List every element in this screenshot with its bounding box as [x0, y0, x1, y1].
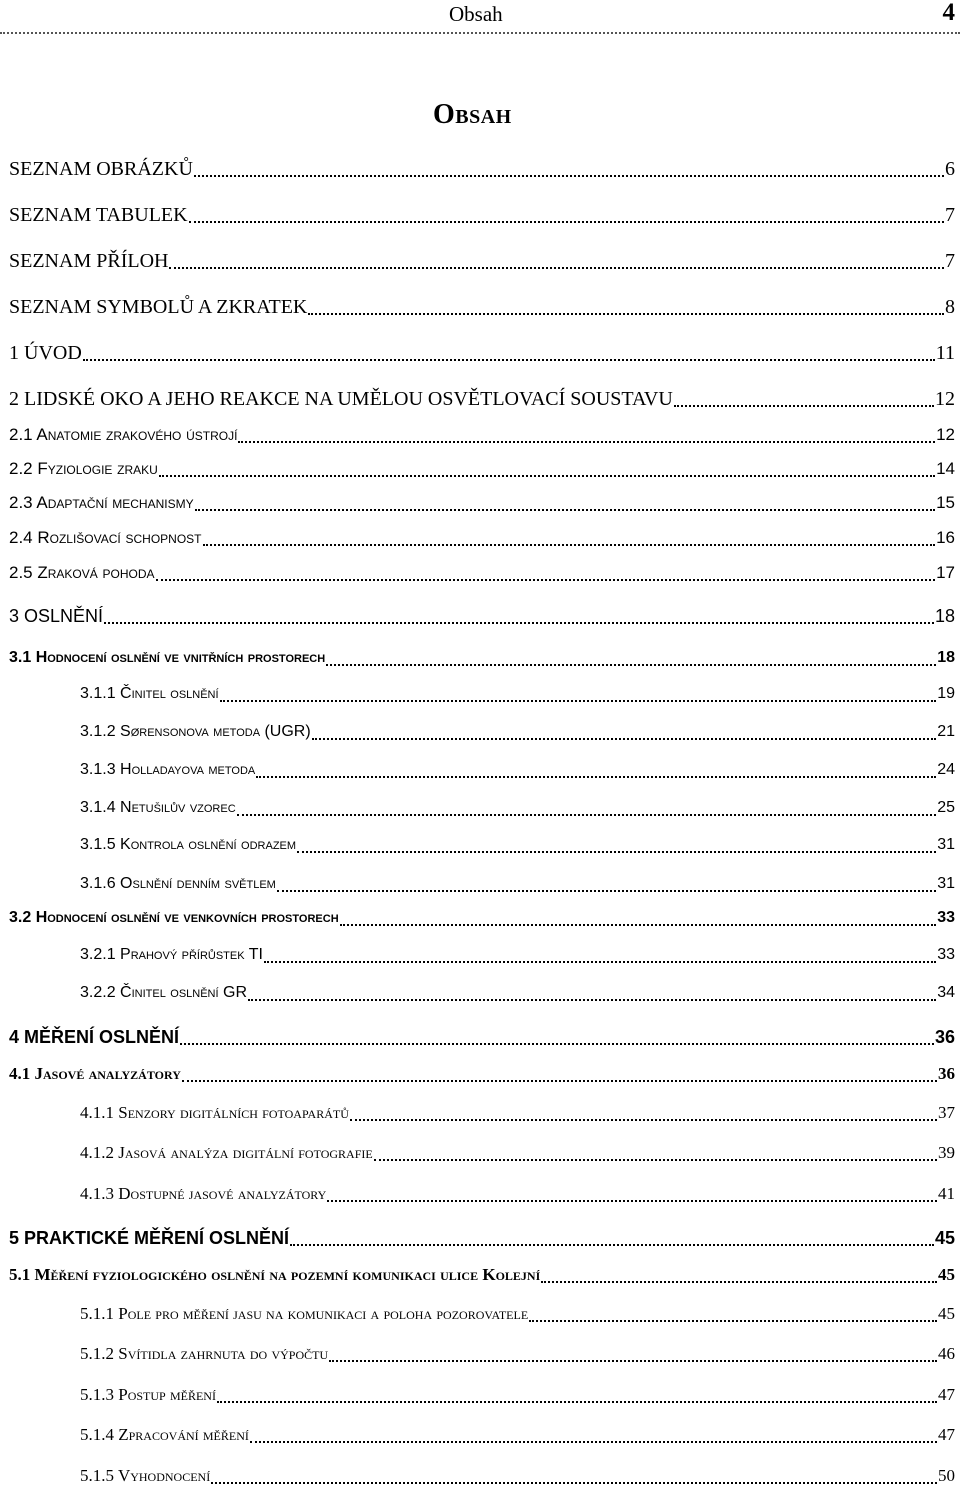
toc-entry-page: 33 [937, 909, 955, 926]
toc-entry[interactable] [9, 525, 955, 549]
toc-entry-label: 3.1.3 Holladayova metoda [80, 761, 256, 778]
toc-entry-label: 2.1 Anatomie zrakového ústrojí [9, 425, 238, 444]
toc-entry-label: 2.2 Fyziologie zraku [9, 459, 158, 478]
header-title: Obsah [449, 2, 503, 26]
toc-entry[interactable] [9, 156, 955, 180]
toc-entry-label: 4 MĚŘENÍ OSLNĚNÍ [9, 1027, 180, 1047]
toc-entry-page: 12 [935, 388, 955, 410]
toc-entry-label: 2.3 Adaptační mechanismy [9, 493, 194, 512]
toc-entry-page: 33 [937, 946, 955, 963]
toc-leader-dots [308, 295, 944, 315]
toc-entry[interactable] [9, 340, 955, 364]
toc-leader-dots [529, 1302, 937, 1322]
toc-entry-page: 39 [938, 1143, 955, 1162]
toc-entry[interactable] [9, 905, 955, 929]
toc-entry-page: 7 [945, 250, 955, 272]
toc-entry[interactable] [80, 1463, 955, 1487]
toc-entry-label: SEZNAM SYMBOLŮ A ZKRATEK [9, 296, 308, 318]
toc-entry-page: 50 [938, 1466, 955, 1485]
toc-entry-page: 18 [934, 606, 955, 626]
toc-entry[interactable] [9, 202, 955, 226]
toc-entry-page: 34 [937, 984, 955, 1001]
toc-entry-page: 45 [938, 1304, 955, 1323]
toc-entry[interactable] [9, 1024, 955, 1048]
toc-entry-page: 45 [934, 1228, 955, 1248]
toc-entry[interactable] [80, 1422, 955, 1446]
toc-entry-label: 5.1.2 Svítidla zahrnuta do výpočtu [80, 1344, 329, 1363]
toc-leader-dots [256, 758, 936, 778]
toc-entry[interactable] [80, 1100, 955, 1124]
toc-leader-dots [674, 387, 934, 407]
toc-leader-dots [374, 1141, 937, 1161]
toc-entry[interactable] [80, 1301, 955, 1325]
toc-leader-dots [326, 646, 936, 666]
toc-leader-dots [238, 423, 935, 443]
toc-entry-label: 2 LIDSKÉ OKO A JEHO REAKCE NA UMĚLOU OSVĚTLOVACÍ SOUSTAVU [9, 388, 673, 410]
header-page-number: 4 [942, 0, 955, 26]
toc-entry-page: 45 [938, 1265, 955, 1284]
toc-entry[interactable] [9, 560, 955, 584]
toc-leader-dots [327, 1182, 937, 1202]
toc-entry-page: 6 [945, 158, 955, 180]
toc-entry-page: 41 [938, 1184, 955, 1203]
toc-leader-dots [237, 796, 937, 816]
toc-entry[interactable] [9, 248, 955, 272]
page-header [0, 0, 960, 32]
toc-entry-label: 3 OSLNĚNÍ [9, 606, 104, 626]
toc-entry[interactable] [9, 386, 955, 410]
toc-entry-page: 19 [937, 685, 955, 702]
toc-entry-label: 3.1.6 Oslnění denním světlem [80, 875, 276, 892]
toc-leader-dots [277, 872, 936, 892]
toc-entry-page: 14 [936, 459, 955, 478]
toc-leader-dots [189, 203, 944, 223]
toc-leader-dots [83, 341, 935, 361]
toc-entry[interactable] [80, 1140, 955, 1164]
toc-entry-page: 25 [937, 799, 955, 816]
toc-entry-page: 47 [938, 1385, 955, 1404]
toc-entry[interactable] [80, 980, 955, 1004]
toc-entry-label: 4.1.3 Dostupné jasové analyzátory [80, 1184, 327, 1203]
toc-entry-page: 24 [937, 761, 955, 778]
toc-entry[interactable] [9, 1225, 955, 1249]
toc-entry-page: 7 [945, 204, 955, 226]
toc-leader-dots [541, 1263, 937, 1283]
toc-entry[interactable] [80, 681, 955, 705]
toc-leader-dots [297, 833, 936, 853]
header-divider [0, 32, 960, 34]
toc-entry-label: 2.4 Rozlišovací schopnost [9, 528, 202, 547]
toc-entry[interactable] [80, 871, 955, 895]
toc-leader-dots [156, 561, 936, 581]
toc-entry-page: 11 [935, 342, 955, 364]
toc-leader-dots [169, 249, 944, 269]
toc-entry-page: 21 [937, 723, 955, 740]
toc-entry-page: 37 [938, 1103, 955, 1122]
toc-entry-label: 5.1.5 Vyhodnocení [80, 1466, 211, 1485]
toc-entry-label: 5.1 Měření fyziologického oslnění na pozemní komunikaci ulice Kolejní [9, 1265, 541, 1284]
toc-leader-dots [250, 1423, 937, 1443]
toc-entry-page: 31 [937, 836, 955, 853]
toc-entry[interactable] [9, 603, 955, 627]
toc-entry-page: 17 [936, 563, 955, 582]
toc-leader-dots [264, 943, 936, 963]
toc-leader-dots [312, 720, 937, 740]
toc-entry-label: 3.1.1 Činitel oslnění [80, 685, 219, 702]
toc-entry-page: 36 [938, 1064, 955, 1083]
toc-leader-dots [329, 1342, 937, 1362]
toc-entry-page: 18 [937, 649, 955, 666]
toc-entry-page: 12 [936, 425, 955, 444]
toc-entry[interactable] [9, 456, 955, 480]
toc-entry-label: 5.1.4 Zpracování měření [80, 1425, 249, 1444]
toc-entry-label: 4.1.2 Jasová analýza digitální fotografie [80, 1143, 373, 1162]
toc-entry-label: 3.1 Hodnocení oslnění ve vnitřních prostorech [9, 649, 326, 666]
toc-leader-dots [217, 1383, 937, 1403]
toc-entry-label: 3.2.1 Prahový přírůstek TI [80, 946, 263, 963]
toc-entry[interactable] [9, 1061, 955, 1085]
toc-entry[interactable] [9, 422, 955, 446]
toc-leader-dots [159, 457, 935, 477]
toc-entry[interactable] [9, 645, 955, 669]
toc-leader-dots [195, 491, 935, 511]
toc-leader-dots [203, 526, 936, 546]
toc-entry[interactable] [9, 490, 955, 514]
toc-entry-label: 3.1.2 Sørensonova metoda (UGR) [80, 723, 311, 740]
toc-entry-label: 4.1.1 Senzory digitálních fotoaparátů [80, 1103, 349, 1122]
toc-leader-dots [248, 981, 936, 1001]
toc-entry[interactable] [80, 795, 955, 819]
toc-entry[interactable] [80, 832, 955, 856]
toc-leader-dots [182, 1062, 937, 1082]
toc-leader-dots [350, 1101, 937, 1121]
toc-entry-label: 3.2.2 Činitel oslnění GR [80, 984, 247, 1001]
toc-leader-dots [220, 682, 937, 702]
toc-entry-page: 31 [937, 875, 955, 892]
toc-entry-label: 3.1.4 Netušilův vzorec [80, 799, 236, 816]
toc-entry-label: SEZNAM TABULEK [9, 204, 188, 226]
toc-leader-dots [180, 1025, 934, 1045]
toc-entry-page: 8 [945, 296, 955, 318]
toc-entry[interactable] [80, 1181, 955, 1205]
toc-entry[interactable] [9, 294, 955, 318]
toc-entry-label: SEZNAM PŘÍLOH [9, 250, 169, 272]
toc-leader-dots [340, 906, 937, 926]
toc-entry-page: 15 [936, 493, 955, 512]
toc-entry-page: 16 [936, 528, 955, 547]
toc-entry[interactable] [80, 1382, 955, 1406]
toc-entry[interactable] [80, 942, 955, 966]
toc-entry[interactable] [80, 757, 955, 781]
toc-leader-dots [104, 604, 934, 624]
toc-entry[interactable] [9, 1262, 955, 1286]
toc-entry-label: 5.1.1 Pole pro měření jasu na komunikaci a poloha pozorovatele [80, 1304, 529, 1323]
toc-entry[interactable] [80, 1341, 955, 1365]
toc-entry-label: 2.5 Zraková pohoda [9, 563, 155, 582]
toc-leader-dots [290, 1226, 934, 1246]
toc-entry[interactable] [80, 719, 955, 743]
toc-entry-label: 5.1.3 Postup měření [80, 1385, 216, 1404]
toc-entry-label: 4.1 Jasové analyzátory [9, 1064, 181, 1083]
toc-leader-dots [211, 1464, 937, 1484]
toc-leader-dots [194, 157, 944, 177]
toc-entry-page: 47 [938, 1425, 955, 1444]
toc-entry-page: 36 [934, 1027, 955, 1047]
toc-entry-label: 1 ÚVOD [9, 342, 82, 364]
page-title: Obsah [433, 99, 512, 130]
toc-entry-page: 46 [938, 1344, 955, 1363]
toc-entry-label: 5 PRAKTICKÉ MĚŘENÍ OSLNĚNÍ [9, 1228, 290, 1248]
toc-entry-label: 3.2 Hodnocení oslnění ve venkovních prostorech [9, 909, 339, 926]
toc-entry-label: SEZNAM OBRÁZKŮ [9, 158, 193, 180]
toc-entry-label: 3.1.5 Kontrola oslnění odrazem [80, 836, 297, 853]
